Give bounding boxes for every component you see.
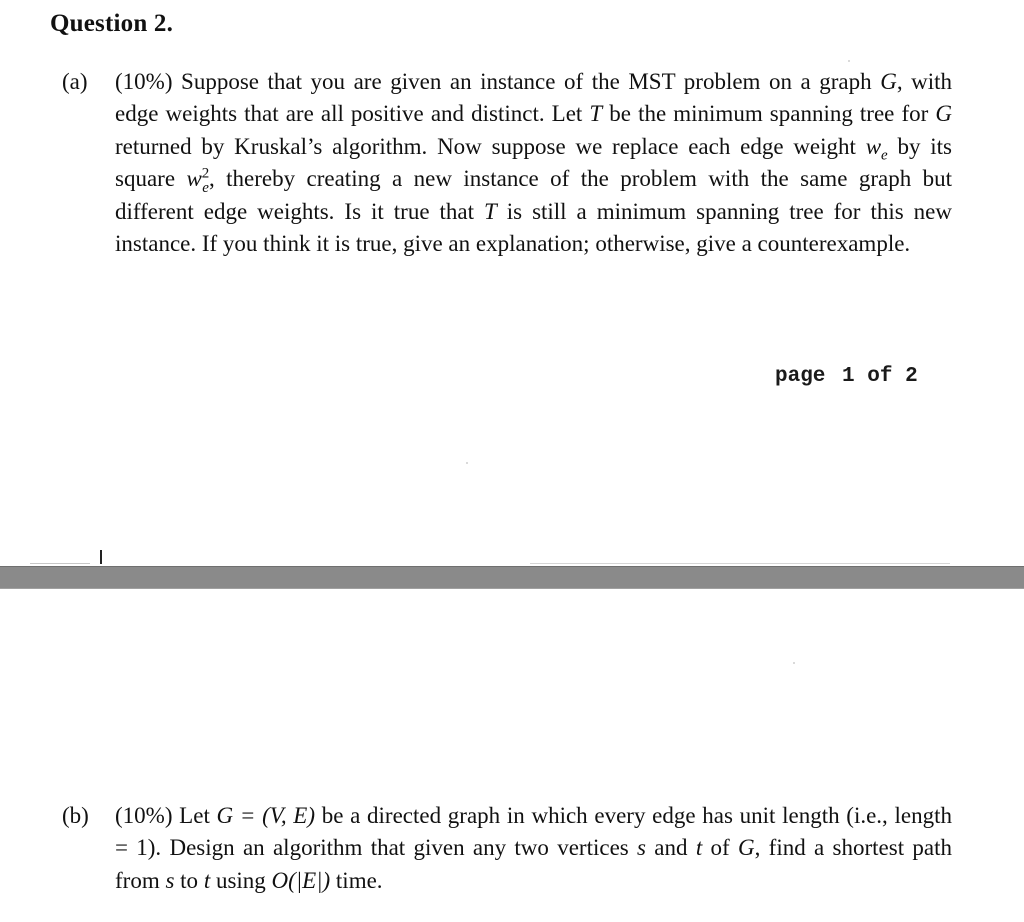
math-sub-e: e: [881, 147, 888, 164]
part-a-points: (10%): [115, 69, 173, 94]
part-b-text-5: , find a shortest path from: [115, 835, 952, 893]
question-title: Question 2.: [50, 10, 174, 37]
math-var-G: G: [880, 69, 897, 94]
math-time-complexity: O(|E|): [271, 867, 331, 893]
part-b-text-2: be a directed graph in which every edge has unit length (i.e., length = 1). Design an algorithm that given any two vertices: [115, 803, 952, 861]
math-var-w-squared: w: [186, 166, 202, 192]
part-b-text-1: Let: [172, 803, 217, 828]
math-var-s: s: [637, 835, 646, 861]
scan-line-residue: [30, 563, 90, 564]
part-a-label: (a): [62, 69, 88, 94]
part-b-points: (10%): [115, 803, 173, 828]
math-var-t: t: [203, 867, 211, 893]
scan-line-residue: [530, 563, 950, 564]
math-var-T: T: [483, 198, 497, 224]
part-b-text-8: time.: [330, 867, 383, 893]
part-b-text-4: of: [702, 835, 738, 861]
scan-speck: [466, 462, 468, 464]
page-of: of: [867, 365, 893, 388]
page-total: 2: [905, 365, 918, 388]
page-indicator: [775, 365, 918, 388]
part-a-text-4: returned by Kruskal’s algorithm. Now suppose we replace each edge weight: [115, 133, 866, 159]
scan-speck: [848, 60, 850, 62]
math-var-G: G: [738, 835, 755, 861]
page-break-divider: [0, 566, 1024, 589]
part-b-text-6: to: [174, 867, 204, 893]
part-a-text-7: is still a minimum spanning tree for this new instance. If you think it is true, give an explanation; otherwise, give a counterexample.: [115, 198, 952, 257]
math-graph-def: G = (V, E): [216, 803, 315, 828]
part-a-text: [115, 66, 952, 260]
scan-tick-mark: [100, 550, 102, 564]
question-part-b: [62, 800, 952, 897]
part-a-text-5: by its square: [115, 133, 953, 192]
question-part-a: [62, 66, 952, 260]
page-word: page: [775, 365, 826, 388]
math-var-t: t: [695, 835, 703, 861]
math-var-T: T: [589, 101, 603, 127]
math-var-G: G: [935, 101, 952, 127]
part-a-text-3: be the minimum spanning tree for: [602, 101, 936, 127]
part-a-text-1: Suppose that you are given an instance of the MST problem on a graph: [172, 69, 881, 94]
part-a-text-2: , with edge weights that are all positive and distinct. Let: [115, 69, 952, 127]
part-b-label: (b): [62, 803, 89, 828]
part-b-text: [115, 800, 952, 897]
part-b-text-3: and: [646, 835, 696, 861]
part-a-text-6: , thereby creating a new instance of the problem with the same graph but different edge weights. Is it true that: [115, 166, 952, 224]
math-var-s: s: [165, 867, 175, 893]
math-sub-e: e: [202, 179, 209, 196]
page-current: 1: [842, 365, 855, 388]
part-b-text-7: using: [210, 867, 272, 893]
math-sup-2: 2: [201, 165, 210, 182]
scan-speck: [793, 662, 795, 664]
math-var-w: w: [865, 133, 882, 159]
